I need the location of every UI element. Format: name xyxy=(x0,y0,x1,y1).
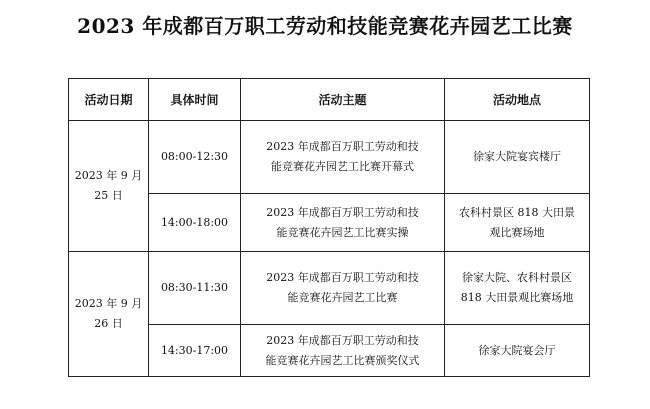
header-location: 活动地点 xyxy=(445,79,590,121)
time-cell: 14:30-17:00 xyxy=(149,325,241,377)
time-cell: 08:00-12:30 xyxy=(149,121,241,194)
date-cell xyxy=(69,121,149,252)
theme-line: 2023 年成都百万职工劳动和技 xyxy=(266,140,419,153)
location-cell xyxy=(445,325,590,377)
theme-cell xyxy=(241,121,445,194)
page-title: 2023 年成都百万职工劳动和技能竞赛花卉园艺工比赛 xyxy=(77,14,573,38)
location-line: 农科村景区 818 大田景 xyxy=(459,205,575,219)
date-line: 2023 年 9 月 xyxy=(74,297,143,310)
location-line: 徐家大院宴宾楼厅 xyxy=(473,150,561,163)
location-line: 818 大田景观比赛场地 xyxy=(460,291,574,304)
location-cell xyxy=(445,252,590,325)
location-line: 徐家大院宴会厅 xyxy=(478,343,556,357)
table-header-row xyxy=(69,79,590,121)
date-cell xyxy=(69,252,149,377)
location-cell xyxy=(445,194,590,252)
location-line: 徐家大院、农科村景区 xyxy=(462,271,572,284)
theme-cell xyxy=(241,194,445,252)
date-line: 25 日 xyxy=(94,189,123,202)
date-line: 26 日 xyxy=(94,317,123,330)
location-line: 观比赛场地 xyxy=(489,225,545,239)
theme-line: 2023 年成都百万职工劳动和技 xyxy=(266,271,419,284)
table-row xyxy=(69,121,590,194)
schedule-table xyxy=(68,78,590,377)
theme-line: 能竞赛花卉园艺工比赛开幕式 xyxy=(271,160,414,173)
location-cell xyxy=(445,121,590,194)
theme-cell xyxy=(241,252,445,325)
header-time: 具体时间 xyxy=(149,79,241,121)
theme-line: 能竞赛花卉园艺工比赛 xyxy=(287,291,398,304)
theme-line: 2023 年成都百万职工劳动和技 xyxy=(266,205,419,219)
header-theme: 活动主题 xyxy=(241,79,445,121)
time-cell: 08:30-11:30 xyxy=(149,252,241,325)
header-date: 活动日期 xyxy=(69,79,149,121)
theme-line: 能竞赛花卉园艺工比赛颁奖仪式 xyxy=(265,353,420,367)
date-line: 2023 年 9 月 xyxy=(74,169,143,182)
table-row xyxy=(69,252,590,325)
time-cell: 14:00-18:00 xyxy=(149,194,241,252)
theme-line: 2023 年成都百万职工劳动和技 xyxy=(266,333,419,347)
theme-line: 能竞赛花卉园艺工比赛实操 xyxy=(276,225,409,239)
theme-cell xyxy=(241,325,445,377)
